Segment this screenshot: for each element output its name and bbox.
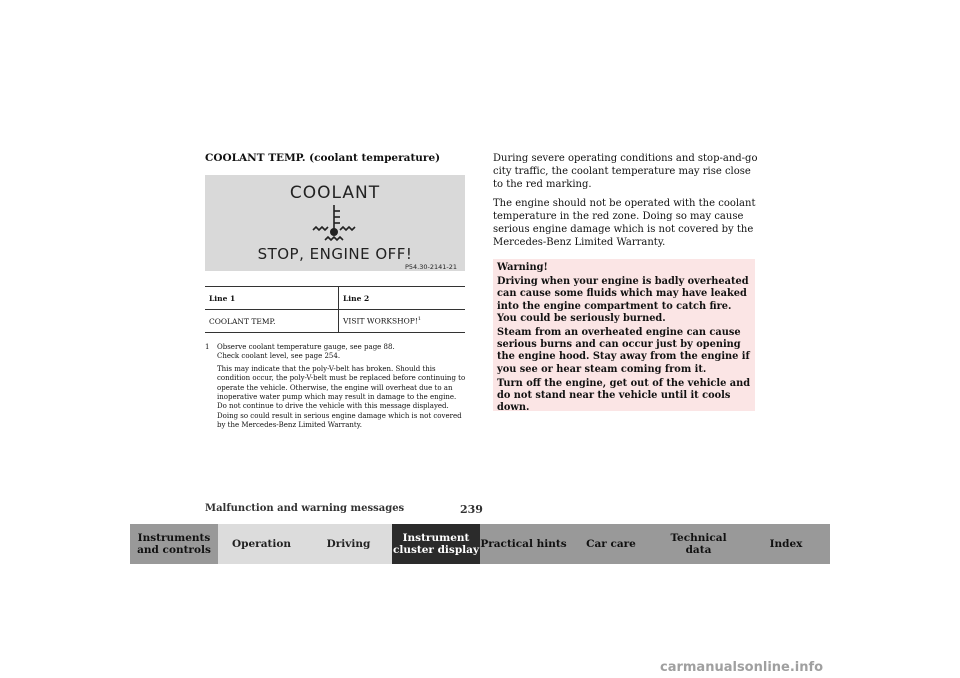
table-cell [339, 310, 466, 333]
tab-label: Instrument [402, 532, 470, 544]
table-cell-text: VISIT WORKSHOP! [343, 316, 418, 326]
tab-label: Practical hints [480, 538, 567, 550]
tab-index[interactable] [742, 524, 830, 564]
tab-technical-data[interactable] [655, 524, 742, 564]
warning-paragraph: Turn off the engine, get out of the vehicle and do not stand near the vehicle until it cools down. [497, 377, 751, 414]
watermark: carmanualsonline.info [660, 660, 824, 675]
table-header-line1: Line 1 [205, 287, 339, 310]
tab-label: Technical [670, 532, 727, 544]
section-footer: Malfunction and warning messages [205, 503, 405, 514]
warning-paragraph: Driving when your engine is badly overheated can cause some fluids which may have leaked into the engine compartment to catch fire. You could be seriously burned. [497, 276, 749, 324]
section-heading: COOLANT TEMP. (coolant temperature) [205, 152, 441, 164]
page-number: 239 [460, 503, 483, 516]
tab-label: Instruments [137, 532, 211, 544]
tab-label: Driving [326, 538, 371, 550]
footnote-line: Observe coolant temperature gauge, see page 88. [217, 343, 395, 351]
tab-practical-hints[interactable] [480, 524, 567, 564]
tab-operation[interactable] [218, 524, 305, 564]
footnote-number: 1 [205, 343, 210, 351]
paragraph: During severe operating conditions and stop-and-go city traffic, the coolant temperature may rise close to the red marking. [493, 153, 758, 190]
footnote-ref: 1 [417, 316, 422, 323]
display-line-2: STOP, ENGINE OFF! [257, 245, 413, 263]
tab-label: Index [769, 538, 803, 550]
footnote-paragraph: This may indicate that the poly-V-belt has broken. Should this condition occur, the poly-V-belt must be replaced before continuing to operate the vehicle. Otherwise, the engine will overheat due to an inoperative water pump which may result in damage to the engine. Do not continue to drive the vehicle with this message displayed. Doing so could result in serious engine damage which is not covered by the Mercedes-Benz Limited Warranty. [217, 364, 466, 430]
chapter-navigation [130, 524, 830, 564]
table-row [205, 310, 465, 333]
tab-label: Car care [586, 538, 636, 550]
right-column-text [493, 152, 758, 255]
footnote-line: Check coolant level, see page 254. [217, 352, 341, 361]
display-line-1: COOLANT [289, 183, 381, 203]
footnote [205, 343, 467, 434]
image-code: P54.30-2141-21 [404, 263, 457, 271]
tab-instrument-cluster-display[interactable] [392, 524, 480, 564]
tab-label: and controls [137, 544, 211, 556]
table-header-line2: Line 2 [339, 287, 466, 310]
tab-label: Operation [232, 538, 291, 550]
instrument-display-image [205, 175, 465, 271]
coolant-temperature-icon [305, 203, 365, 245]
message-table [205, 286, 465, 333]
table-cell: COOLANT TEMP. [205, 310, 339, 333]
tab-label: cluster display [392, 544, 480, 556]
tab-driving[interactable] [305, 524, 392, 564]
paragraph: The engine should not be operated with the coolant temperature in the red zone. Doing so may cause serious engine damage which is not covered by the Mercedes-Benz Limited Warranty. [493, 198, 756, 248]
warning-title: Warning! [497, 262, 548, 273]
warning-paragraph: Steam from an overheated engine can cause serious burns and can occur just by opening the engine hood. Stay away from the engine if you see or hear steam coming from it. [497, 327, 750, 375]
tab-label: data [685, 544, 712, 556]
warning-box [493, 259, 755, 414]
tab-instruments-and-controls[interactable] [130, 524, 218, 564]
tab-car-care[interactable] [567, 524, 655, 564]
